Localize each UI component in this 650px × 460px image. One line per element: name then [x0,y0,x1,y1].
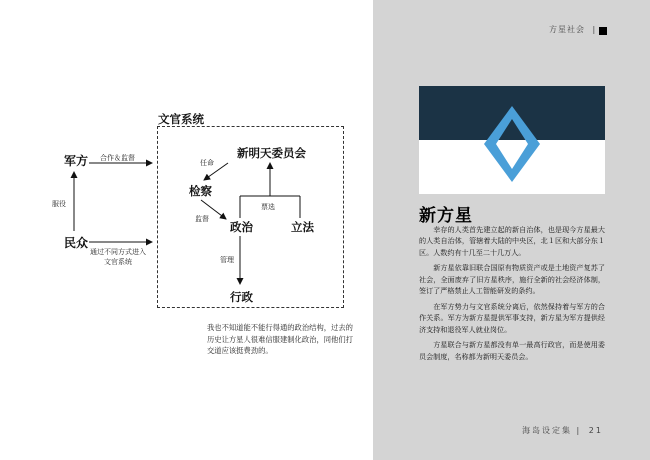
body-paragraph: 方星联合与新方星都没有单一最高行政官，而是使用委员会制度，名称都为新明天委员会。 [419,340,605,361]
edge-label-entry-line2: 文官系统 [104,257,132,266]
node-military: 军方 [64,154,89,168]
section-title: 新方星 [419,206,473,226]
footer-book-title: 海岛设定集 [522,426,572,435]
body-paragraph: 幸存的人类首先建立起的新自治体，也是现今方星最大的人类自治体，管辖着大陆的中央区，北１区和大部分东１区。人数约有十几至二十几万人。 [419,225,605,257]
edge-label-entry-line1: 通过不同方式进入 [90,248,146,256]
new-fangxing-flag [419,86,605,194]
section-body [419,224,605,366]
page-footer [522,425,603,436]
node-administration: 行政 [230,290,253,304]
system-label: 文官系统 [158,112,204,126]
diagram-caption: 我也不知道能不能行得通的政治结构，过去的历史让方星人很难信服建制化政治，同他们打交道应该挺费劲的。 [207,323,353,356]
edge-label-supervise: 监督 [195,215,209,223]
node-legislation: 立法 [291,220,314,234]
body-paragraph: 在军方势力与文官系统分离后，依然保持着与军方的合作关系。军方为新方星提供军事支持，新方星为军方提供经济支持和退役军人就业岗位。 [419,301,605,334]
edge-label-elect: 票选 [261,203,275,211]
edge-label-entry [90,248,146,267]
node-procuratorate: 检察 [189,184,212,198]
footer-separator: | [576,426,580,435]
edge-label-manage: 管理 [220,256,234,264]
header-square-mark [599,27,607,35]
body-paragraph: 新方星依靠旧联合国原有物质资产或是土地资产复苏了社会，全面废弃了旧方星秩序，施行全新的社会经济体制，签订了严格禁止人工智能研发的条约。 [419,263,605,296]
header-separator: | [592,25,597,34]
node-politics: 政治 [230,220,253,234]
right-page [373,0,650,460]
edge-label-cooperation: 合作＆监督 [100,154,135,162]
node-people: 民众 [64,236,89,250]
edge-label-appoint: 任命 [200,159,214,167]
node-committee: 新明天委员会 [237,146,306,160]
edge-label-service: 服役 [52,200,66,208]
page-header [549,24,596,35]
flag-bottom-band [419,140,605,194]
footer-page-number: 21 [588,426,603,435]
header-title: 方星社会 [549,25,585,34]
